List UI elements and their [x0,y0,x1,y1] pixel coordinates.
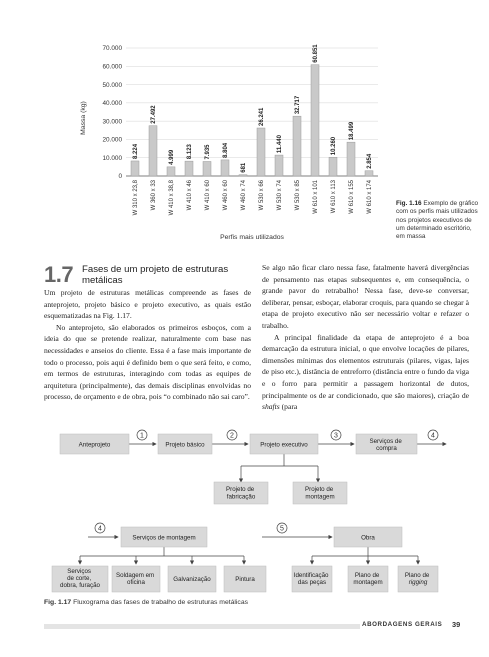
step-marker-2 [227,430,237,440]
x-tick-label: W 460 x 74 [241,180,247,211]
box-pintura: Pintura [235,576,255,583]
box-servicos-montagem: Serviços de montagem [132,534,196,542]
paragraph-text: A principal finalidade da etapa de anteprojeto é a boa demarcação da estrutura inicial, o que envolve locações de pilares, dimensões mínimas dos elementos estruturais (pilares, vigas, lajes de piso etc.), distância de entreforro (distância entre o fundo da viga e o forro para permitir a passagem horizontal de dutos, principalmente os de ar condicionado, que são maiores), criação de [262,332,469,400]
italic-term: shafts [262,402,280,412]
data-label: 10.260 [331,136,337,156]
figure-1-17-label: Fig. 1.17 [44,599,72,606]
data-label: 681 [241,162,247,173]
data-label: 27.492 [151,105,157,124]
box-servicos-corte: Serviços de corte, dobra, furação [60,568,100,589]
figure-1-17-text: Fluxograma das fases de trabalho de estruturas metálicas [73,599,249,606]
step-marker-4a [428,430,438,440]
x-tick-label: W 610 x 174 [367,180,373,214]
box-anteprojeto: Anteprojeto [78,441,111,449]
data-label: 60.851 [313,44,319,63]
step-marker-5 [277,523,287,533]
figure-1-17-caption [44,599,464,606]
svg-text:4: 4 [98,525,102,533]
y-tick-label: 30.000 [102,118,122,126]
x-tick-label: W 530 x 74 [277,180,283,211]
page-number: 39 [452,620,461,629]
x-tick-label: W 410 x 46 [187,180,193,211]
paragraph-tail: (para [281,402,298,412]
y-tick-label: 60.000 [102,63,122,71]
x-tick-label: W 530 x 66 [259,180,265,211]
data-label: 8.224 [133,143,139,159]
data-label: 11.440 [277,135,283,154]
paragraph: No anteprojeto, são elaborados os primeiros esboços, com a ideia do que se pretende realizar, naturalmente com base nas necessidades e anseios do cliente. Essa é a fase mais importante de todo o processo, pois aqui é definido bem o que será feito, e como, em termos de estruturas, interagindo com todas as equipes de arquitetura (principalmente), das demais disciplinas envolvidas no processo, de orçamento e de obra, pois “o combinado não sai caro”. [44,322,251,402]
y-tick-label: 10.000 [102,154,122,162]
figure-1-16-label: Fig. 1.16 [396,200,422,207]
box-projeto-montagem: Projeto de montagem [305,486,335,501]
box-identificacao: Identificação das peças [293,572,329,586]
section-number: 1.7 [44,262,74,287]
box-projeto-executivo: Projeto executivo [260,441,308,449]
chart-y-axis-label: Massa (kg) [80,101,87,135]
box-plano-rigging: Plano de rigging [404,572,430,586]
x-tick-label: W 610 x 155 [349,180,355,214]
box-galvanizacao: Galvanização [173,576,211,583]
x-tick-label: W 530 x 85 [295,180,301,211]
step-marker-1 [137,430,147,440]
x-tick-label: W 610 x 113 [331,180,337,214]
box-soldagem: Soldagem em oficina [116,572,155,586]
data-label: 18.499 [349,121,355,141]
paragraph: Se algo não ficar claro nessa fase, fatalmente haverá divergências de pensamento nas etapas subsequentes e, em consequência, o grande pavor do retrabalho! Nessa fase, deve-se conversar, deliberar, pensar, esboçar, elaborar croquis, para quando se chegar à etapa de projeto executivo não ser necessário voltar e refazer o trabalho. [262,263,469,330]
x-tick-label: W 360 x 33 [151,180,157,211]
box-projeto-basico: Projeto básico [165,441,205,449]
svg-text:5: 5 [280,525,284,533]
y-tick-label: 0 [118,173,122,181]
data-label: 7.935 [205,144,211,160]
box-plano-montagem: Plano de montagem [353,572,383,586]
x-tick-label: W 610 x 101 [313,180,319,214]
data-label: 4.999 [169,149,175,165]
paragraph: Um projeto de estruturas metálicas compreende as fases de anteprojeto, projeto básico e projeto executivo, as quais estão esquematizadas na Fig. 1.17. [44,288,251,321]
step-marker-3 [331,430,341,440]
box-servicos-compra-l1: Serviços de [369,438,402,445]
x-tick-label: W 460 x 60 [223,180,229,211]
data-label: 32.717 [295,95,301,115]
box-projeto-fabricacao: Projeto de fabricação [226,486,256,501]
svg-text:4: 4 [431,432,435,440]
footer-section-title: ABORDAGENS GERAIS [362,621,443,628]
step-marker-4b [95,523,105,533]
footer-bar [44,624,360,629]
x-tick-label: W 410 x 60 [205,180,211,211]
svg-text:2: 2 [230,432,234,440]
data-label: 8.123 [187,144,193,160]
svg-text:3: 3 [334,432,338,440]
data-label: 26.241 [259,107,265,127]
chart-x-axis-label: Perfis mais utilizados [220,234,284,241]
y-tick-label: 20.000 [102,136,122,144]
svg-text:1: 1 [140,432,144,440]
y-tick-label: 40.000 [102,100,122,108]
y-tick-label: 70.000 [102,45,122,53]
x-tick-label: W 310 x 23,8 [133,180,139,216]
x-tick-label: W 410 x 38,8 [169,180,175,216]
data-label: 8.804 [223,142,229,158]
data-label: 2.854 [367,153,373,169]
y-tick-label: 50.000 [102,81,122,89]
box-obra: Obra [361,534,375,542]
figure-1-16-text: Exemplo de gráfico com os perfis mais utilizados nos projetos executivos de um determinado escritório, em massa [396,200,479,241]
box-servicos-compra-l2: compra [376,445,397,452]
section-title: Fases de um projeto de estruturas metálicas [82,264,229,287]
